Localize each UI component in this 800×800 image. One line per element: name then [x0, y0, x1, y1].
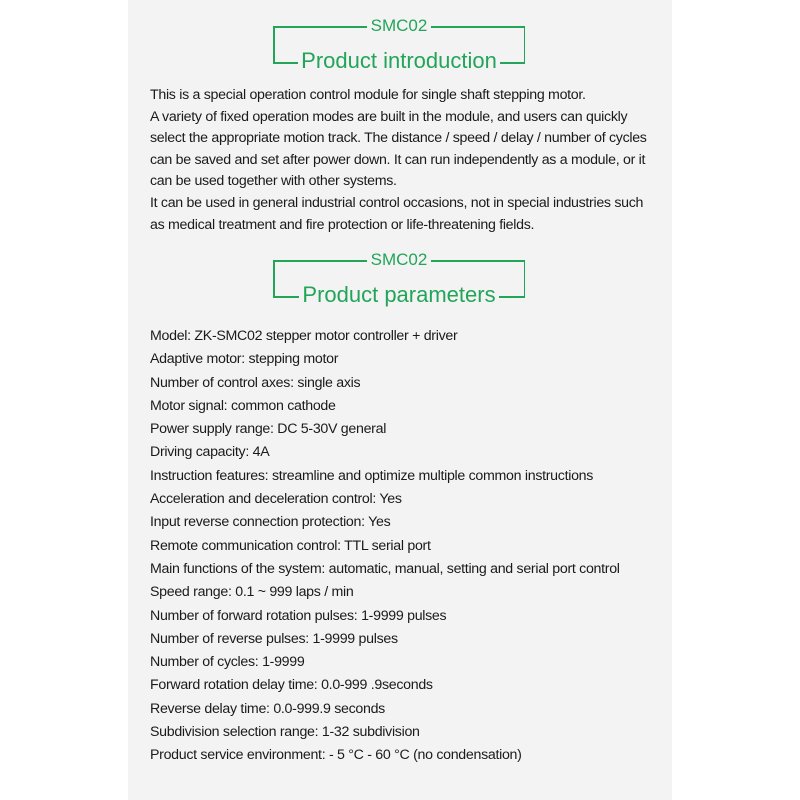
parameter-item: Speed range: 0.1 ~ 999 laps / min	[150, 584, 354, 601]
parameter-item: Number of forward rotation pulses: 1-9999 pulses	[150, 607, 447, 624]
intro-text	[150, 85, 660, 236]
intro-paragraph: It can be used in general industrial control occasions, not in special industries such as medical treatment and fire protection or life-threatening fields.	[150, 194, 644, 233]
parameter-item: Main functions of the system: automatic, manual, setting and serial port control	[150, 560, 620, 577]
intro-subtitle: SMC02	[367, 16, 432, 35]
parameter-item: Reverse delay time: 0.0-999.9 seconds	[150, 700, 385, 717]
parameter-item: Acceleration and deceleration control: Yes	[150, 491, 402, 508]
parameters-header	[273, 250, 525, 320]
parameter-item: Forward rotation delay time: 0.0-999 .9seconds	[150, 677, 433, 694]
intro-title: Product introduction	[298, 48, 500, 73]
parameter-item: Power supply range: DC 5-30V general	[150, 421, 387, 438]
parameter-item: Motor signal: common cathode	[150, 397, 336, 414]
parameter-item: Input reverse connection protection: Yes	[150, 514, 391, 531]
parameter-item: Instruction features: streamline and optimize multiple common instructions	[150, 467, 594, 484]
parameter-item: Number of cycles: 1-9999	[150, 654, 305, 671]
parameter-item: Number of control axes: single axis	[150, 374, 361, 391]
intro-paragraph: A variety of fixed operation modes are built in the module, and users can quickly select the appropriate motion track. The distance / speed / delay / number of cycles can be saved and set after power down. It can run independently as a module, or it can be used together with other systems.	[150, 108, 647, 190]
parameter-item: Adaptive motor: stepping motor	[150, 351, 339, 368]
parameters-list	[150, 325, 620, 768]
intro-header	[273, 16, 525, 86]
parameter-item: Driving capacity: 4A	[150, 444, 270, 461]
parameter-item: Product service environment: - 5 °C - 60 °C (no condensation)	[150, 747, 522, 764]
parameters-subtitle: SMC02	[367, 250, 432, 269]
parameters-title: Product parameters	[299, 282, 498, 307]
parameter-item: Subdivision selection range: 1-32 subdivision	[150, 724, 420, 741]
parameter-item: Remote communication control: TTL serial port	[150, 537, 431, 554]
parameter-item: Number of reverse pulses: 1-9999 pulses	[150, 630, 398, 647]
intro-paragraph: This is a special operation control module for single shaft stepping motor.	[150, 87, 586, 103]
parameter-item: Model: ZK-SMC02 stepper motor controller + driver	[150, 328, 458, 344]
